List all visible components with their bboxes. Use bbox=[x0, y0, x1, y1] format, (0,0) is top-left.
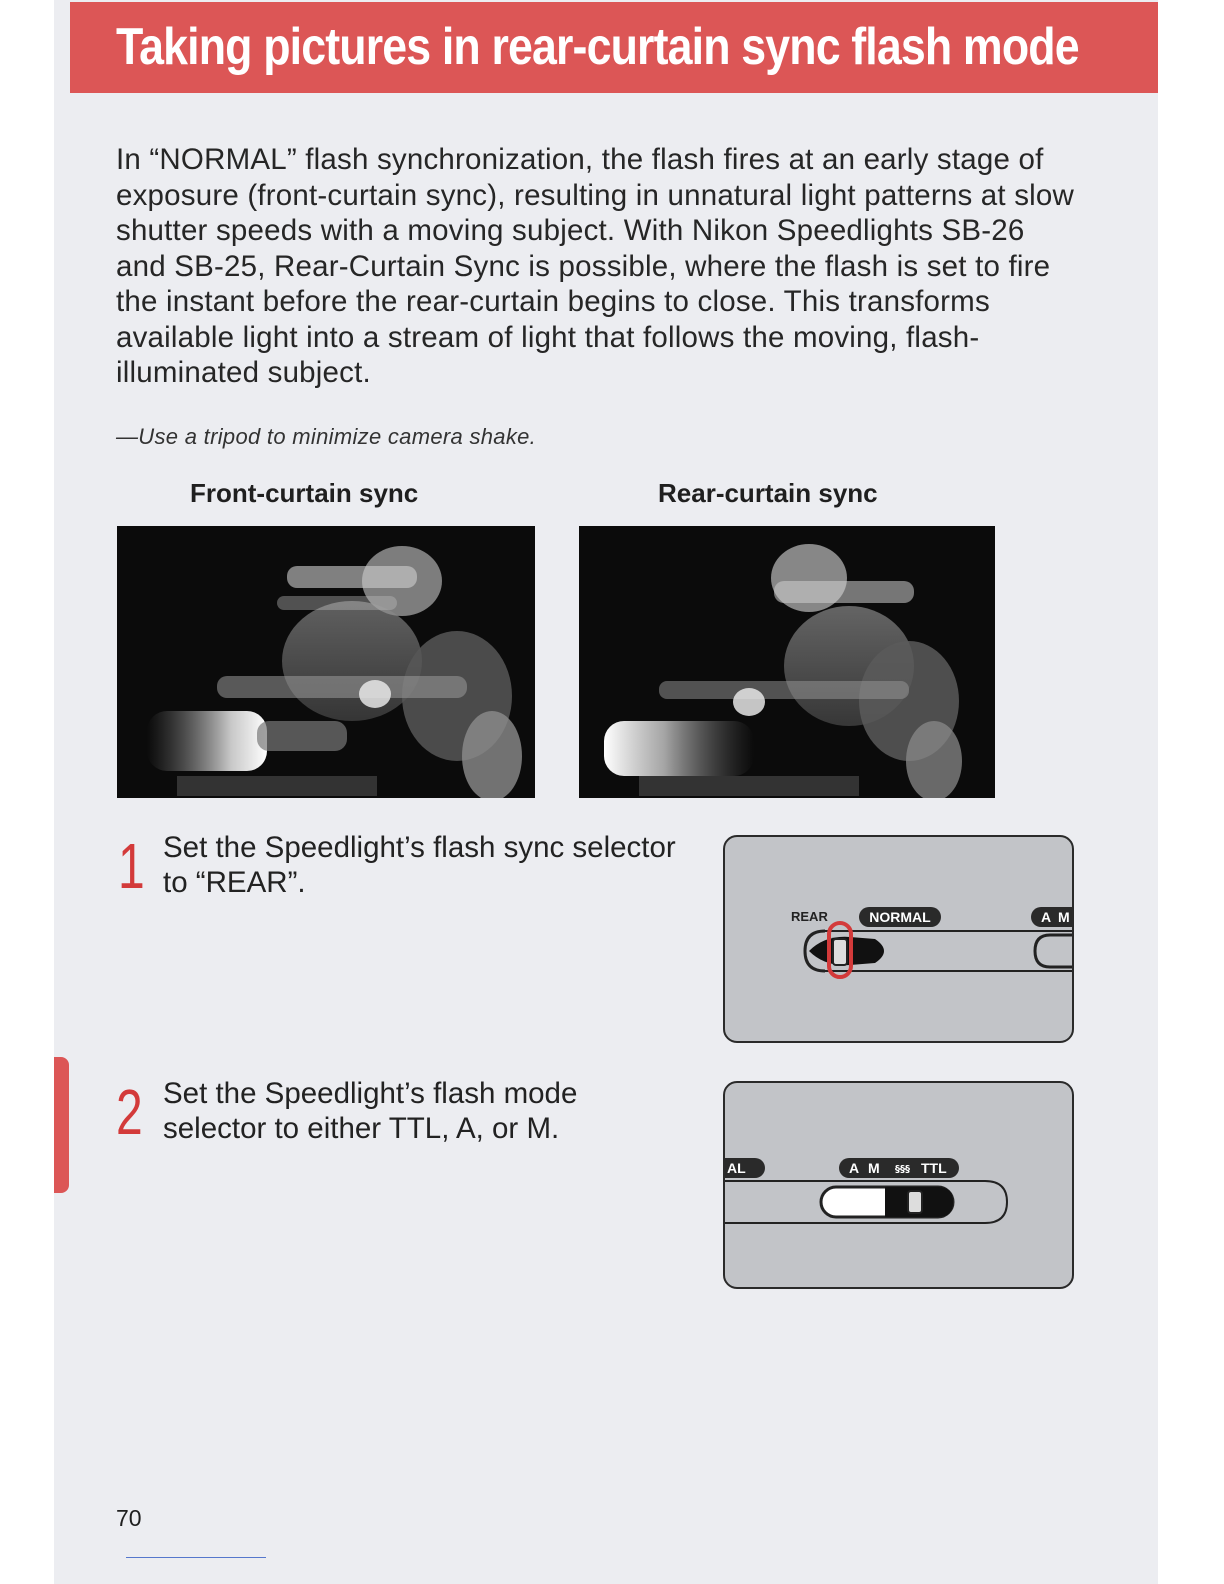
mode-ttl-label: TTL bbox=[921, 1160, 947, 1176]
flash-mode-selector-panel bbox=[723, 1081, 1074, 1289]
page-number: 70 bbox=[116, 1505, 142, 1531]
flash-sync-selector-panel bbox=[723, 835, 1074, 1043]
flash-sync-selector-illustration bbox=[725, 837, 1074, 1043]
front-curtain-photo bbox=[117, 526, 535, 798]
al-label: AL bbox=[727, 1160, 746, 1176]
page-title: Taking pictures in rear-curtain sync flash mode bbox=[116, 18, 1079, 76]
mode-m-label: M bbox=[1058, 909, 1070, 925]
rear-curtain-caption: Rear-curtain sync bbox=[658, 478, 878, 508]
rear-label: REAR bbox=[791, 909, 828, 924]
mode-multi-icon: §§§ bbox=[895, 1164, 910, 1175]
mode-switch-knob bbox=[908, 1191, 922, 1213]
intro-text bbox=[116, 142, 1076, 391]
footer-link-underline bbox=[126, 1557, 266, 1558]
rear-curtain-photo-image bbox=[579, 526, 995, 798]
step-2-number: 2 bbox=[116, 1076, 143, 1148]
mode-m-label: M bbox=[868, 1160, 880, 1176]
title-bar bbox=[70, 2, 1158, 93]
mode-a-label: A bbox=[849, 1160, 860, 1176]
normal-label: NORMAL bbox=[869, 909, 931, 925]
chapter-tab bbox=[54, 1057, 69, 1193]
sync-switch-knob bbox=[833, 939, 847, 965]
mode-a-label: A bbox=[1041, 909, 1052, 925]
intro-paragraph: In “NORMAL” flash synchronization, the flash fires at an early stage of exposure (front-curtain sync), resulting in unnatural light patterns at slow shutter speeds with a moving subject. With Nikon Speedlights SB-26 and SB-25, Rear-Curtain Sync is possible, where the flash is set to fire the instant before the rear-curtain begins to close. This transforms available light into a stream of light that follows the moving, flash-illuminated subject. bbox=[116, 143, 1075, 389]
step-2-text: Set the Speedlight’s flash mode selector to either TTL, A, or M. bbox=[163, 1077, 578, 1145]
front-curtain-caption: Front-curtain sync bbox=[190, 478, 419, 508]
step-1-text: Set the Speedlight’s flash sync selector to “REAR”. bbox=[163, 831, 676, 899]
front-curtain-photo-image bbox=[117, 526, 535, 798]
tripod-note: —Use a tripod to minimize camera shake. bbox=[116, 424, 537, 449]
step-1-number: 1 bbox=[118, 830, 145, 902]
rear-curtain-photo bbox=[579, 526, 995, 798]
flash-mode-selector-illustration bbox=[725, 1083, 1074, 1289]
